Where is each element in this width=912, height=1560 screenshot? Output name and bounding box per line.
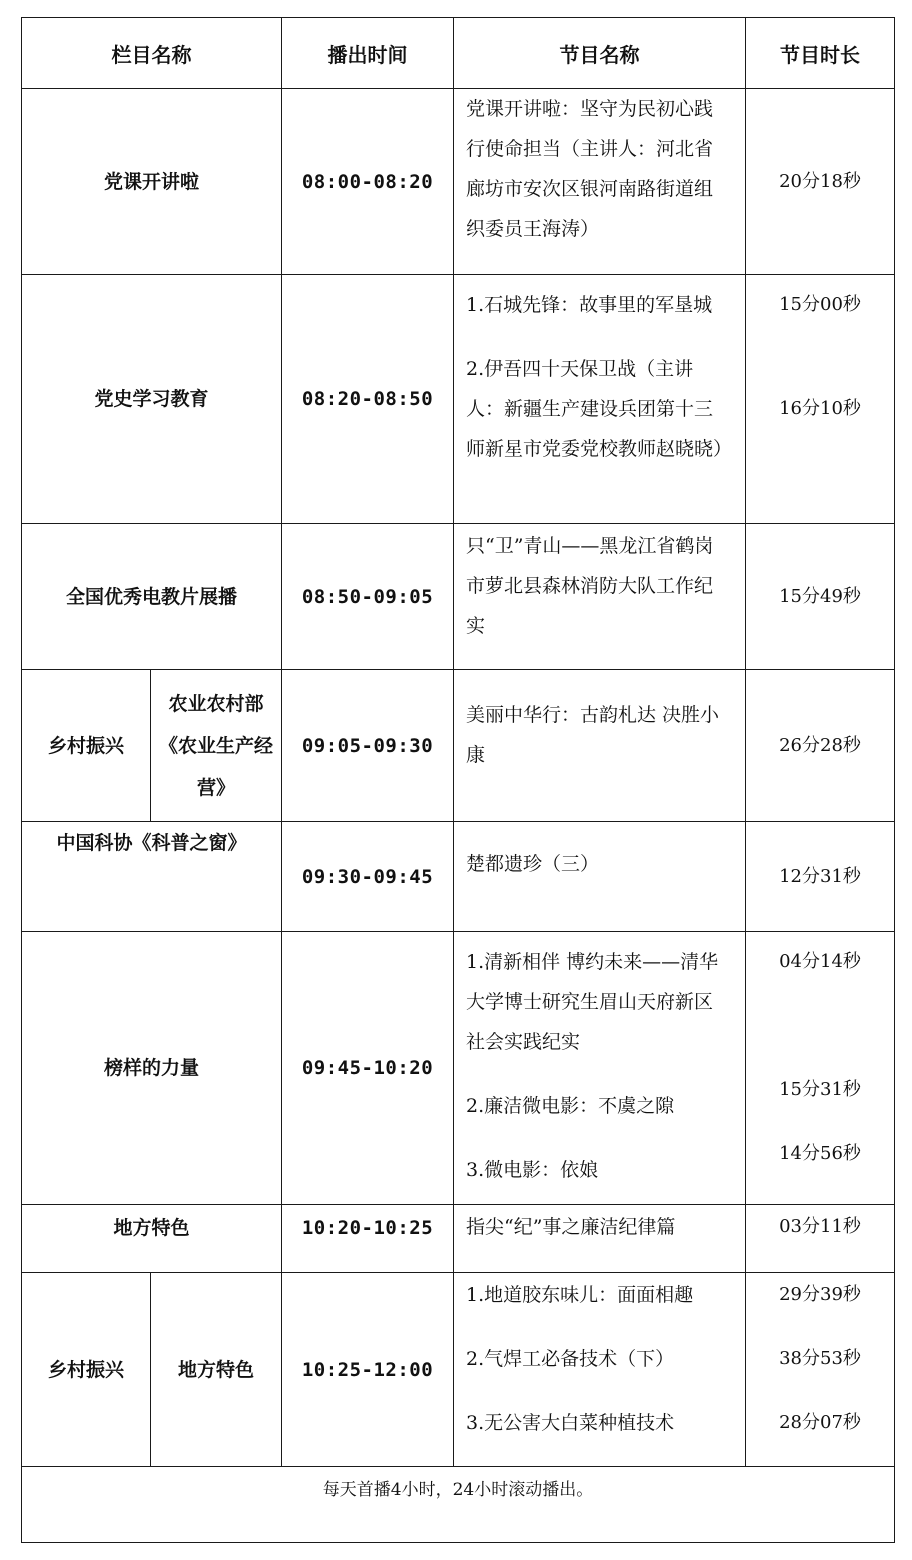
column-name: 乡村振兴 — [22, 670, 151, 822]
table-row — [22, 932, 895, 1205]
duration-item: 14分56秒 — [779, 1143, 861, 1164]
air-time: 09:05-09:30 — [282, 670, 454, 822]
duration-cell — [746, 932, 895, 1205]
air-time: 10:25-12:00 — [282, 1273, 454, 1467]
sub-column-name: 农业农村部《农业生产经营》 — [151, 670, 282, 822]
program-item: 3.微电影：依娘 — [466, 1159, 599, 1181]
duration-item: 29分39秒 — [779, 1284, 861, 1305]
header-row — [22, 18, 895, 89]
table-row — [22, 89, 895, 275]
duration-item: 03分11秒 — [779, 1216, 861, 1237]
table-row — [22, 1273, 895, 1467]
program-cell — [454, 1205, 746, 1273]
air-time: 09:30-09:45 — [282, 822, 454, 932]
duration-item: 15分49秒 — [779, 585, 861, 607]
duration-item: 15分31秒 — [779, 1079, 861, 1100]
program-item: 1.地道胶东味儿：面面相趣 — [466, 1284, 694, 1306]
duration-cell — [746, 822, 895, 932]
program-item: 楚都遗珍（三） — [466, 853, 600, 875]
column-name: 榜样的力量 — [22, 932, 282, 1205]
column-name: 中国科协《科普之窗》 — [22, 822, 282, 932]
air-time: 08:50-09:05 — [282, 524, 454, 670]
duration-cell — [746, 275, 895, 524]
duration-item: 20分18秒 — [779, 170, 861, 192]
header-duration: 节目时长 — [746, 18, 895, 89]
program-item: 美丽中华行：古韵札达 决胜小康 — [466, 704, 720, 766]
duration-item: 12分31秒 — [779, 865, 861, 887]
duration-item: 38分53秒 — [779, 1348, 861, 1369]
duration-item: 26分28秒 — [779, 734, 861, 756]
program-cell — [454, 670, 746, 822]
duration-item: 04分14秒 — [779, 951, 861, 972]
duration-cell — [746, 1273, 895, 1467]
program-item: 只“卫”青山——黑龙江省鹤岗市萝北县森林消防大队工作纪实 — [466, 535, 714, 637]
program-item: 1.石城先锋：故事里的军垦城 — [466, 294, 713, 316]
table-row — [22, 670, 895, 822]
program-item: 指尖“纪”事之廉洁纪律篇 — [466, 1216, 676, 1238]
air-time: 09:45-10:20 — [282, 932, 454, 1205]
column-name: 地方特色 — [22, 1205, 282, 1273]
duration-item: 16分10秒 — [779, 398, 861, 419]
header-column-name: 栏目名称 — [22, 18, 282, 89]
air-time: 08:00-08:20 — [282, 89, 454, 275]
schedule-table — [21, 17, 895, 1543]
program-item: 2.气焊工必备技术（下） — [466, 1348, 675, 1370]
program-item: 2.伊吾四十天保卫战（主讲人：新疆生产建设兵团第十三师新星市党委党校教师赵晓晓） — [466, 358, 733, 460]
program-cell — [454, 89, 746, 275]
program-item: 3.无公害大白菜种植技术 — [466, 1412, 675, 1434]
program-cell — [454, 275, 746, 524]
table-row — [22, 524, 895, 670]
program-item: 2.廉洁微电影：不虞之隙 — [466, 1095, 675, 1117]
header-program-name: 节目名称 — [454, 18, 746, 89]
air-time: 08:20-08:50 — [282, 275, 454, 524]
table-row — [22, 822, 895, 932]
table-row — [22, 1205, 895, 1273]
program-cell — [454, 524, 746, 670]
column-name: 全国优秀电教片展播 — [22, 524, 282, 670]
duration-cell — [746, 89, 895, 275]
sub-column-name: 地方特色 — [151, 1273, 282, 1467]
footer-note: 每天首播4小时，24小时滚动播出。 — [22, 1467, 895, 1543]
table-row — [22, 275, 895, 524]
duration-cell — [746, 524, 895, 670]
program-cell — [454, 822, 746, 932]
duration-item: 28分07秒 — [779, 1412, 861, 1433]
program-cell — [454, 932, 746, 1205]
footer-row — [22, 1467, 895, 1543]
column-name: 党课开讲啦 — [22, 89, 282, 275]
program-item: 1.清新相伴 博约未来——清华大学博士研究生眉山天府新区社会实践纪实 — [466, 951, 719, 1053]
header-air-time: 播出时间 — [282, 18, 454, 89]
column-name: 乡村振兴 — [22, 1273, 151, 1467]
duration-cell — [746, 1205, 895, 1273]
program-item: 党课开讲啦：坚守为民初心践行使命担当（主讲人：河北省廊坊市安次区银河南路街道组织委员王海涛） — [466, 98, 714, 240]
column-name: 党史学习教育 — [22, 275, 282, 524]
duration-cell — [746, 670, 895, 822]
duration-item: 15分00秒 — [779, 294, 861, 315]
program-cell — [454, 1273, 746, 1467]
air-time: 10:20-10:25 — [282, 1205, 454, 1273]
